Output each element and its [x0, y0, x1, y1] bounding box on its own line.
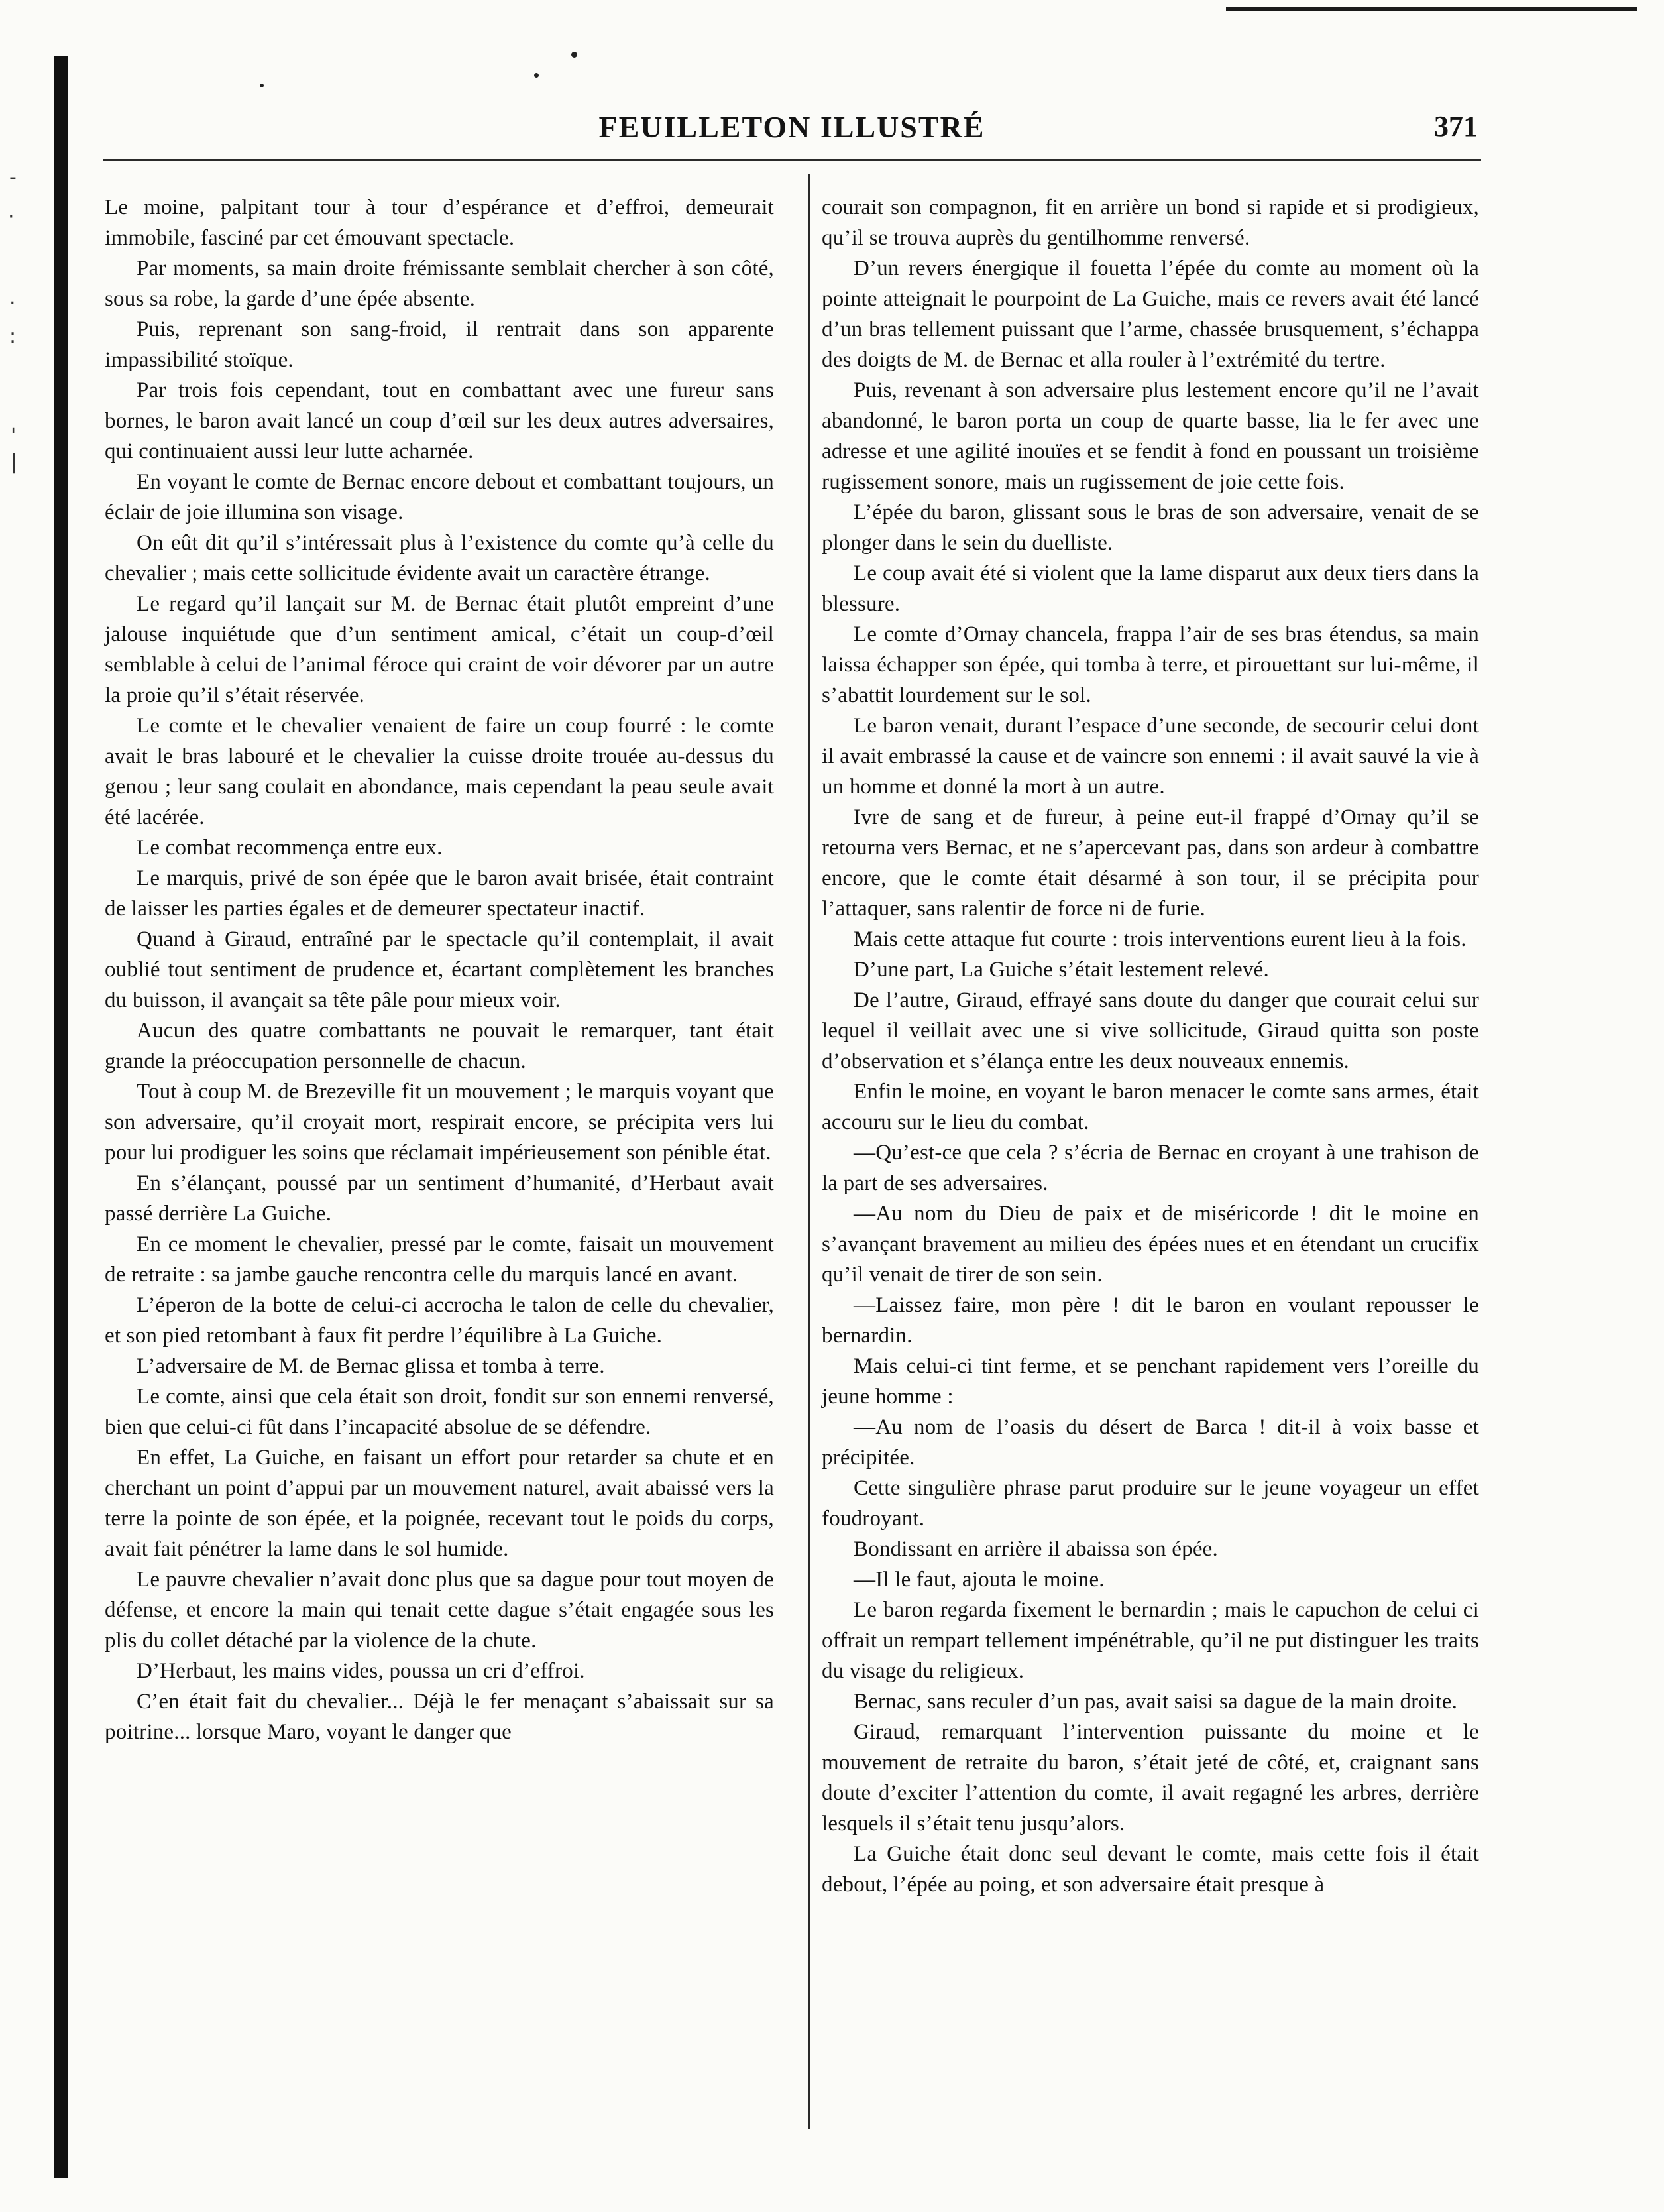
paragraph: Le comte d’Ornay chancela, frappa l’air de ses bras étendus, sa main laissa échapper son épée, qui tomba à terre, et pirouettant sur lui-même, il s’abattit lourdement sur le sol. — [822, 622, 1479, 707]
paragraph: Quand à Giraud, entraîné par le spectacle qu’il contemplait, il avait oublié tout sentiment de prudence et, écartant complètement les branches du buisson, il avançait sa tête pâle pour mieux voir. — [105, 927, 774, 1012]
margin-colon-mark: : — [9, 325, 17, 348]
paragraph: Ivre de sang et de fureur, à peine eut-il frappé d’Ornay qu’il se retourna vers Bernac, et ne s’apercevant pas, dans son ardeur à combattre encore, que le comte était désarmé à son tour, il se précipita pour l’attaquer, sans ralentir de force ni de furie. — [822, 805, 1479, 921]
paragraph: D’Herbaut, les mains vides, poussa un cri d’effroi. — [137, 1659, 585, 1683]
ink-speck — [534, 73, 539, 78]
paragraph: —Il le faut, ajouta le moine. — [854, 1568, 1105, 1592]
right-text-column — [822, 192, 1479, 1900]
paragraph: L’épée du baron, glissant sous le bras de son adversaire, venait de se plonger dans le sein du duelliste. — [822, 500, 1479, 555]
paragraph: En ce moment le chevalier, pressé par le comte, faisait un mouvement de retraite : sa jambe gauche rencontra celle du marquis lancé en avant. — [105, 1232, 774, 1287]
paragraph: courait son compagnon, fit en arrière un bond si rapide et si prodigieux, qu’il se trouva auprès du gentilhomme renversé. — [822, 196, 1479, 250]
paragraph: Le marquis, privé de son épée que le baron avait brisée, était contraint de laisser les parties égales et de demeurer spectateur inactif. — [105, 866, 774, 921]
paragraph: Cette singulière phrase parut produire sur le jeune voyageur un effet foudroyant. — [822, 1476, 1479, 1531]
paragraph: Bernac, sans reculer d’un pas, avait saisi sa dague de la main droite. — [854, 1690, 1458, 1714]
paragraph: Le baron venait, durant l’espace d’une seconde, de secourir celui dont il avait embrassé la cause et de vaincre son ennemi : il avait sauvé la vie à un homme et donné la mort à un autre. — [822, 714, 1479, 799]
running-head — [106, 109, 1478, 149]
paragraph: L’adversaire de M. de Bernac glissa et tomba à terre. — [137, 1354, 605, 1378]
paragraph: Le regard qu’il lançait sur M. de Bernac était plutôt empreint d’une jalouse inquiétude que d’un sentiment amical, c’était un coup-d’œil semblable à celui de l’animal féroce qui craint de voir dévorer par un autre la proie qu’il s’était réservée. — [105, 592, 774, 707]
paragraph: Aucun des quatre combattants ne pouvait le remarquer, tant était grande la préoccupation personnelle de chacun. — [105, 1019, 774, 1073]
margin-tick-mark: | — [11, 451, 18, 474]
header-rule — [103, 159, 1481, 161]
paragraph: Le comte, ainsi que cela était son droit, fondit sur son ennemi renversé, bien que celui-ci fût dans l’incapacité absolue de se défendre. — [105, 1385, 774, 1439]
paragraph: Mais celui-ci tint ferme, et se penchant rapidement vers l’oreille du jeune homme : — [822, 1354, 1479, 1409]
paragraph: —Au nom du Dieu de paix et de miséricorde ! dit le moine en s’avançant bravement au milieu des épées nues et en étendant un crucifix qu’il venait de tirer de son sein. — [822, 1202, 1479, 1287]
paragraph: D’une part, La Guiche s’était lestement relevé. — [854, 958, 1269, 982]
paragraph: De l’autre, Giraud, effrayé sans doute du danger que courait celui sur lequel il veillait avec une si vive sollicitude, Giraud quitta son poste d’observation et s’élança entre les deux nouveaux ennemis. — [822, 988, 1479, 1073]
paragraph: L’éperon de la botte de celui-ci accrocha le talon de celle du chevalier, et son pied retombant à faux fit perdre l’équilibre à La Guiche. — [105, 1293, 774, 1348]
top-edge-rule — [1226, 7, 1637, 11]
paragraph: La Guiche était donc seul devant le comte, mais cette fois il était debout, l’épée au poing, et son adversaire était presque à — [822, 1842, 1479, 1896]
paragraph: En effet, La Guiche, en faisant un effort pour retarder sa chute et en cherchant un point d’appui par un mouvement naturel, avait abaissé vers la terre la pointe de son épée, et la poignée, recevant tout le poids du corps, avait fait pénétrer la lame dans le sol humide. — [105, 1446, 774, 1561]
paragraph: Giraud, remarquant l’intervention puissante du moine et le mouvement de retraite du baron, s’était jeté de côté, et, craignant sans doute d’exciter l’attention du comte, il avait regagné les arbres, derrière lesquels il s’était tenu jusqu’alors. — [822, 1720, 1479, 1835]
paragraph: Mais cette attaque fut courte : trois interventions eurent lieu à la fois. — [854, 927, 1467, 951]
page-number: 371 — [1434, 110, 1478, 143]
paragraph: Tout à coup M. de Brezeville fit un mouvement ; le marquis voyant que son adversaire, qu’il croyait mort, respirait encore, se précipita vers lui pour lui prodiguer les soins que réclamait impérieusement son pénible état. — [105, 1080, 774, 1165]
paragraph: Le baron regarda fixement le bernardin ; mais le capuchon de celui ci offrait un rempart tellement impénétrable, qu’il ne put distinguer les traits du visage du religieux. — [822, 1598, 1479, 1683]
margin-marks — [0, 166, 27, 563]
ink-speck — [260, 84, 264, 87]
margin-dot-mark: · — [8, 205, 15, 229]
paragraph: Le moine, palpitant tour à tour d’espérance et d’effroi, demeurait immobile, fasciné par cet émouvant spectacle. — [105, 196, 774, 250]
paragraph: —Au nom de l’oasis du désert de Barca ! dit-il à voix basse et précipitée. — [822, 1415, 1479, 1470]
column-divider — [808, 174, 810, 2129]
paragraph: On eût dit qu’il s’intéressait plus à l’existence du comte qu’à celle du chevalier ; mais cette sollicitude évidente avait un caractère étrange. — [105, 531, 774, 585]
margin-tick-mark: ' — [11, 424, 17, 447]
paragraph: Puis, revenant à son adversaire plus lestement encore qu’il ne l’avait abandonné, le baron porta un coup de quarte basse, lia le fer avec une adresse et une agilité inouïes et se fendit à fond en poussant un troisième rugissement sonore, mais un rugissement de joie cette fois. — [822, 378, 1479, 494]
paragraph: D’un revers énergique il fouetta l’épée du comte au moment où la pointe atteignait le pourpoint de La Guiche, mais ce revers avait été lancé d’un bras tellement puissant que l’arme, chassée brusquement, s’échappa des doigts de M. de Bernac et alla rouler à l’extrémité du tertre. — [822, 257, 1479, 372]
paragraph: En voyant le comte de Bernac encore debout et combattant toujours, un éclair de joie illumina son visage. — [105, 470, 774, 524]
paragraph: —Laissez faire, mon père ! dit le baron en voulant repousser le bernardin. — [822, 1293, 1479, 1348]
running-title: FEUILLETON ILLUSTRÉ — [598, 110, 985, 144]
ink-speck — [571, 52, 577, 58]
paragraph: Puis, reprenant son sang-froid, il rentrait dans son apparente impassibilité stoïque. — [105, 318, 774, 372]
paragraph: Le pauvre chevalier n’avait donc plus que sa dague pour tout moyen de défense, et encore la main qui tenait cette dague s’était engagée sous les plis du collet détaché par la violence de la chute. — [105, 1568, 774, 1653]
paragraph: Le combat recommença entre eux. — [137, 836, 443, 860]
left-text-column — [105, 192, 774, 1747]
paragraph: Le comte et le chevalier venaient de faire un coup fourré : le comte avait le bras labouré et le chevalier la cuisse droite trouée au-dessus du genou ; leur sang coulait en abondance, mais cependant la peau seule avait été lacérée. — [105, 714, 774, 829]
margin-dash-mark: - — [9, 166, 17, 189]
paragraph: Le coup avait été si violent que la lame disparut aux deux tiers dans la blessure. — [822, 561, 1479, 616]
paragraph: Par moments, sa main droite frémissante semblait chercher à son côté, sous sa robe, la garde d’une épée absente. — [105, 257, 774, 311]
binding-shadow — [54, 56, 68, 2178]
margin-dot-mark: · — [9, 292, 16, 315]
paragraph: En s’élançant, poussé par un sentiment d’humanité, d’Herbaut avait passé derrière La Guiche. — [105, 1171, 774, 1226]
paragraph: C’en était fait du chevalier... Déjà le fer menaçant s’abaissait sur sa poitrine... lorsque Maro, voyant le danger que — [105, 1690, 774, 1744]
paragraph: Bondissant en arrière il abaissa son épée. — [854, 1537, 1218, 1561]
paragraph: Par trois fois cependant, tout en combattant avec une fureur sans bornes, le baron avait lancé un coup d’œil sur les deux autres adversaires, qui continuaient aussi leur lutte acharnée. — [105, 378, 774, 463]
paragraph: —Qu’est-ce que cela ? s’écria de Bernac en croyant à une trahison de la part de ses adversaires. — [822, 1141, 1479, 1195]
paragraph: Enfin le moine, en voyant le baron menacer le comte sans armes, était accouru sur le lieu du combat. — [822, 1080, 1479, 1134]
